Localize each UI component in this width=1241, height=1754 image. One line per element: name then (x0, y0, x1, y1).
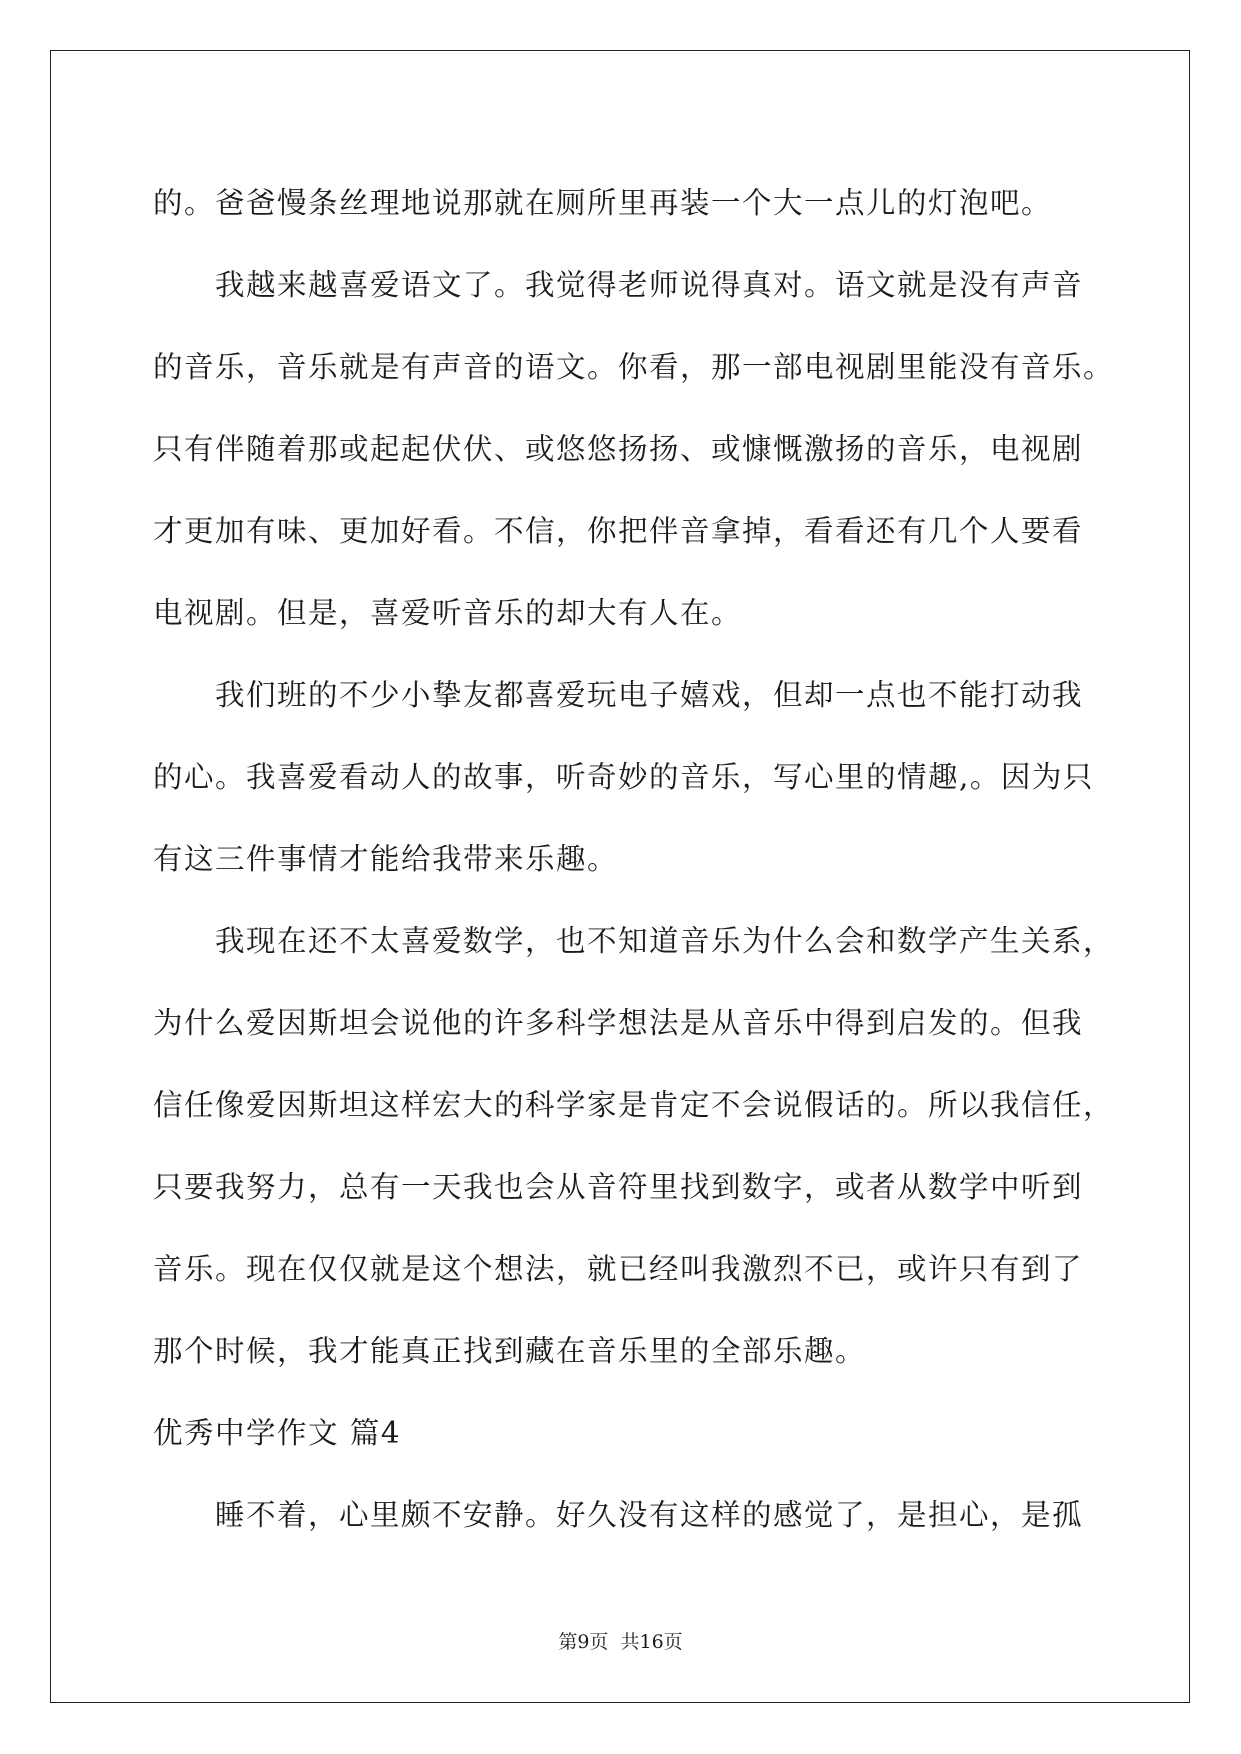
paragraph-start: 我现在还不太喜爱数学，也不知道音乐为什么会和数学产生关系， (215, 924, 1115, 958)
text-line: 为什么爱因斯坦会说他的许多科学想法是从音乐中得到启发的。但我 (153, 1006, 1084, 1040)
text-line: 的音乐，音乐就是有声音的语文。你看，那一部电视剧里能没有音乐。 (153, 350, 1115, 384)
text-line: 的。爸爸慢条丝理地说那就在厕所里再装一个大一点儿的灯泡吧。 (153, 186, 1053, 220)
paragraph-start: 我越来越喜爱语文了。我觉得老师说得真对。语文就是没有声音 (215, 268, 1084, 302)
text-line: 只要我努力，总有一天我也会从音符里找到数字，或者从数学中听到 (153, 1170, 1084, 1204)
paragraph-start: 睡不着，心里颇不安静。好久没有这样的感觉了，是担心，是孤 (215, 1498, 1084, 1532)
document-body (153, 162, 1115, 1556)
paragraph-start: 我们班的不少小挚友都喜爱玩电子嬉戏，但却一点也不能打动我 (215, 678, 1084, 712)
text-line: 那个时候，我才能真正找到藏在音乐里的全部乐趣。 (153, 1334, 867, 1368)
text-line: 的心。我喜爱看动人的故事，听奇妙的音乐，写心里的情趣,。因为只 (153, 760, 1094, 794)
text-line: 有这三件事情才能给我带来乐趣。 (153, 842, 619, 876)
text-line: 电视剧。但是，喜爱听音乐的却大有人在。 (153, 596, 743, 630)
text-line: 只有伴随着那或起起伏伏、或悠悠扬扬、或慷慨激扬的音乐，电视剧 (153, 432, 1084, 466)
page-footer: 第9页 共16页 (558, 1631, 683, 1653)
section-heading: 优秀中学作文 篇4 (153, 1416, 402, 1450)
text-line: 音乐。现在仅仅就是这个想法，就已经叫我激烈不已，或许只有到了 (153, 1252, 1084, 1286)
text-line: 信任像爱因斯坦这样宏大的科学家是肯定不会说假话的。所以我信任， (153, 1088, 1115, 1122)
text-line: 才更加有味、更加好看。不信，你把伴音拿掉，看看还有几个人要看 (153, 514, 1084, 548)
